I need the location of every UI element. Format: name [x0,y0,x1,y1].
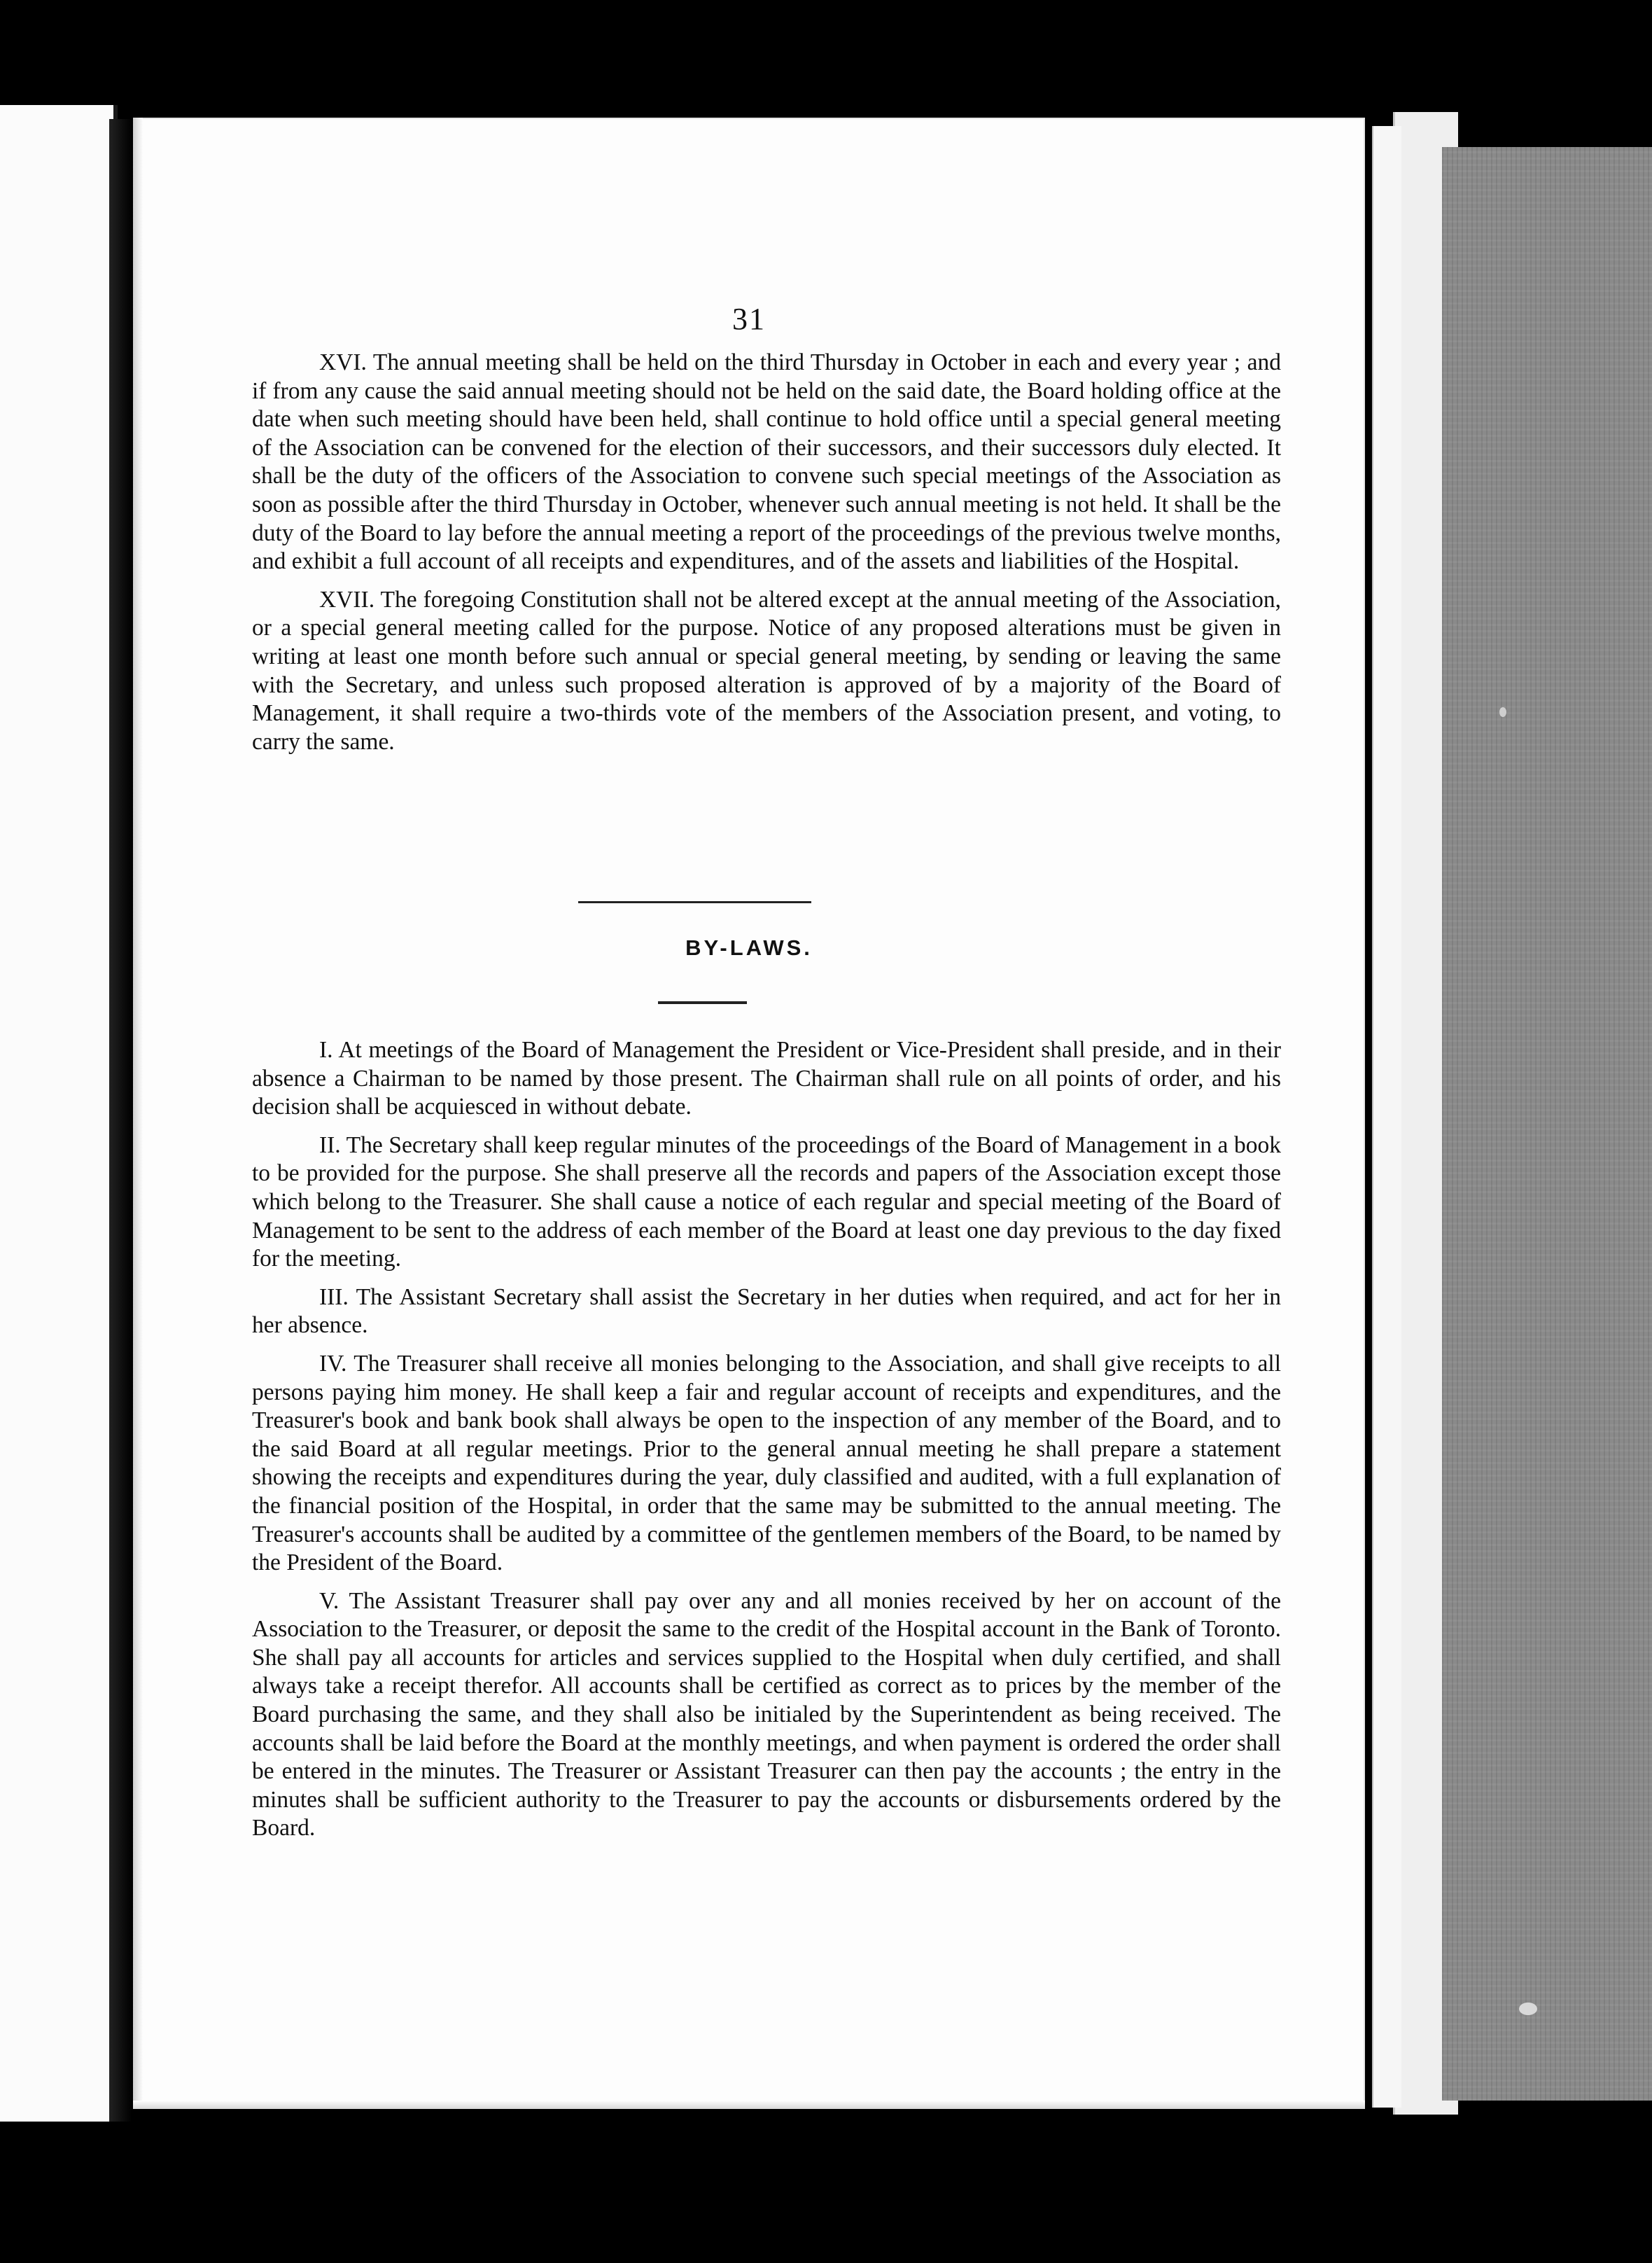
constitution-article-xvii: XVII. The foregoing Constitution shall not be altered except at the annual meeting of the Association, or a special general meeting called for the purpose. Notice of any proposed alterations must be given in writing at least one month before such annual or special general meeting, by sending or leaving the same with the Secretary, and unless such proposed alteration is approved of by a majority of the Board of Management, it shall require a two-thirds vote of the members of the Association present, and voting, to carry the same. [252,586,1281,755]
constitution-section [252,349,1281,766]
bylaw-iii: III. The Assistant Secretary shall assist the Secretary in her duties when required, and act for her in her absence. [252,1283,1281,1339]
bylaw-v: V. The Assistant Treasurer shall pay over any and all monies received by her on account of the Association to the Treasurer, or deposit the same to the credit of the Hospital account in the Bank of Toronto. She shall pay all accounts for articles and services supplied to the Hospital when duly certified, and shall always take a receipt therefor. All accounts shall be certified as correct as to prices by the member of the Board purchasing the same, and they shall also be initialed by the Superintendent as being received. The accounts shall be laid before the Board at the monthly meetings, and when payment is ordered the order shall be entered in the minutes. The Treasurer or Assistant Treasurer can then pay the accounts ; the entry in the minutes shall be sufficient authority to the Treasurer to pay the accounts or disbursements ordered by the Board. [252,1587,1281,1841]
document-page [133,118,1365,2109]
bylaw-i: I. At meetings of the Board of Management the President or Vice-President shall preside, and in their absence a Chairman to be named by those present. The Chairman shall rule on all points of order, and his decision shall be acquiesced in without debate. [252,1037,1281,1120]
section-divider [578,901,811,903]
book-page-edge-inner [1372,126,1401,2108]
page-bottom-shade [133,2101,1365,2109]
bylaw-ii: II. The Secretary shall keep regular minutes of the proceedings of the Board of Management in a book to be provided for the purpose. She shall preserve all the records and papers of the Association except those which belong to the Treasurer. She shall cause a notice of each regular and special meeting of the Board of Management to be sent to the address of each member of the Board at least one day previous to the day fixed for the meeting. [252,1132,1281,1272]
previous-page-edge [0,105,118,2122]
cover-speck [1499,707,1506,717]
bylaws-section [252,1036,1281,1853]
bylaw-iv: IV. The Treasurer shall receive all monies belonging to the Association, and shall give receipts to all persons paying him money. He shall keep a fair and regular account of receipts and expenditures, and the Treasurer's book and bank book shall always be open to the inspection of any member of the Board, and to the said Board at all regular meetings. Prior to the general annual meeting he shall prepare a statement showing the receipts and expenditures during the year, duly classified and audited, with a full explanation of the financial position of the Hospital, in order that the same may be submitted to the annual meeting. The Treasurer's accounts shall be audited by a committee of the gentlemen members of the Board, to be named by the President of the Board. [252,1350,1281,1576]
gutter-shadow [109,119,132,2122]
book-cover-board [1442,147,1652,2101]
heading-underline [658,1001,747,1004]
bylaws-heading: BY-LAWS. [685,935,813,960]
page-fold-shade [133,118,143,2109]
page-number: 31 [732,302,766,336]
constitution-article-xvi: XVI. The annual meeting shall be held on the third Thursday in October in each and every year ; and if from any cause the said annual meeting should not be held on the said date, the Board holding office at the date when such meeting should have been held, shall continue to hold office until a special general meeting of the Association can be convened for the election of their successors, and their successors duly elected. It shall be the duty of the officers of the Association to convene such special meetings of the Association as soon as possible after the third Thursday in October, whenever such annual meeting is not held. It shall be the duty of the Board to lay before the annual meeting a report of the proceedings of the previous twelve months, and exhibit a full account of all receipts and expenditures, and of the assets and liabilities of the Hospital. [252,349,1281,575]
cover-spot [1519,2003,1537,2015]
